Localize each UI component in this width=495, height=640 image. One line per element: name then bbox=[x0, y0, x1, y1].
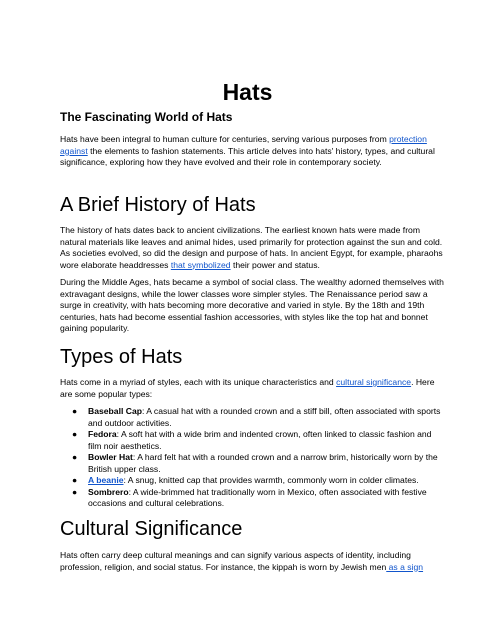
document-title: Hats bbox=[222, 79, 273, 105]
types-intro-paragraph bbox=[60, 377, 445, 400]
history-text-start: The history of hats dates back to ancient civilizations. The earliest known hats were made from natural materials like leaves and animal hides, used primarily for protection against the sun and cold. As societies evolved, so did the design and purpose of hats. In ancient Egypt, for example, pharaohs wore elaborate headdresses bbox=[60, 225, 443, 270]
list-item-beanie bbox=[60, 475, 445, 487]
list-item-sombrero bbox=[60, 487, 445, 510]
document-subtitle: The Fascinating World of Hats bbox=[60, 110, 233, 124]
cultural-heading: Cultural Significance bbox=[60, 518, 243, 540]
list-item-text: : A snug, knitted cap that provides warmth, commonly worn in colder climates. bbox=[123, 475, 419, 485]
list-item-text: : A wide-brimmed hat traditionally worn in Mexico, often associated with festive occasions and cultural celebrations. bbox=[88, 486, 427, 508]
history-paragraph-1 bbox=[60, 225, 445, 271]
list-item-bowler-hat bbox=[60, 452, 445, 475]
types-heading: Types of Hats bbox=[60, 346, 183, 368]
intro-text-end: the elements to fashion statements. This article delves into hats' history, types, and cultural significance, exploring how they have evolved and their role in contemporary society. bbox=[60, 145, 435, 167]
intro-text-start: Hats have been integral to human culture for centuries, serving various purposes from bbox=[60, 134, 390, 144]
a-beanie-link[interactable]: A beanie bbox=[88, 475, 124, 485]
list-item-term: Sombrero bbox=[88, 486, 129, 497]
list-item-fedora bbox=[60, 429, 445, 452]
types-intro-text-end: . Here are some popular types: bbox=[60, 377, 435, 399]
history-paragraph-2: During the Middle Ages, hats became a symbol of social class. The wealthy adorned themselves with extravagant designs, while the lower classes wore simpler styles. The Renaissance period saw a surge in creativity, with hats becoming more decorative and varied in style. By the 18th and 19th centuries, hats had become essential fashion accessories, with styles like the top hat and bonnet gaining popularity. bbox=[60, 277, 444, 333]
history-heading: A Brief History of Hats bbox=[60, 194, 256, 216]
list-item-term: Baseball Cap bbox=[88, 406, 142, 416]
bullet-dot-icon: ● bbox=[72, 486, 78, 497]
list-item-text: : A soft hat with a wide brim and indented crown, often linked to classic fashion and film noir aesthetics. bbox=[88, 429, 432, 451]
bullet-dot-icon: ● bbox=[72, 475, 78, 485]
cultural-significance-link[interactable]: cultural significance bbox=[336, 377, 412, 387]
types-intro-text-start: Hats come in a myriad of styles, each with its unique characteristics and bbox=[60, 377, 337, 387]
hat-types-list bbox=[60, 406, 445, 510]
protection-against-link[interactable]: protection against bbox=[60, 134, 427, 156]
list-item-term: Fedora bbox=[88, 429, 117, 439]
bullet-dot-icon: ● bbox=[72, 406, 78, 416]
that-symbolized-link[interactable]: that symbolized bbox=[170, 259, 231, 270]
list-item-text: : A hard felt hat with a rounded crown and a narrow brim, historically worn by the British upper class. bbox=[88, 452, 438, 474]
list-item-text: : A casual hat with a rounded crown and a stiff bill, often associated with sports and outdoor activities. bbox=[88, 406, 441, 428]
bullet-dot-icon: ● bbox=[72, 452, 78, 462]
as-a-sign-link[interactable]: as a sign bbox=[386, 561, 424, 572]
cultural-paragraph bbox=[60, 550, 445, 573]
bullet-dot-icon: ● bbox=[72, 429, 78, 439]
list-item-baseball-cap bbox=[60, 406, 445, 429]
list-item-term: Bowler Hat bbox=[88, 452, 133, 462]
intro-paragraph bbox=[60, 134, 445, 169]
cultural-text-start: Hats often carry deep cultural meanings and can signify various aspects of identity, including profession, religion, and social status. For instance, the kippah is worn by Jewish men bbox=[60, 550, 411, 572]
history-text-end: their power and status. bbox=[230, 259, 320, 270]
